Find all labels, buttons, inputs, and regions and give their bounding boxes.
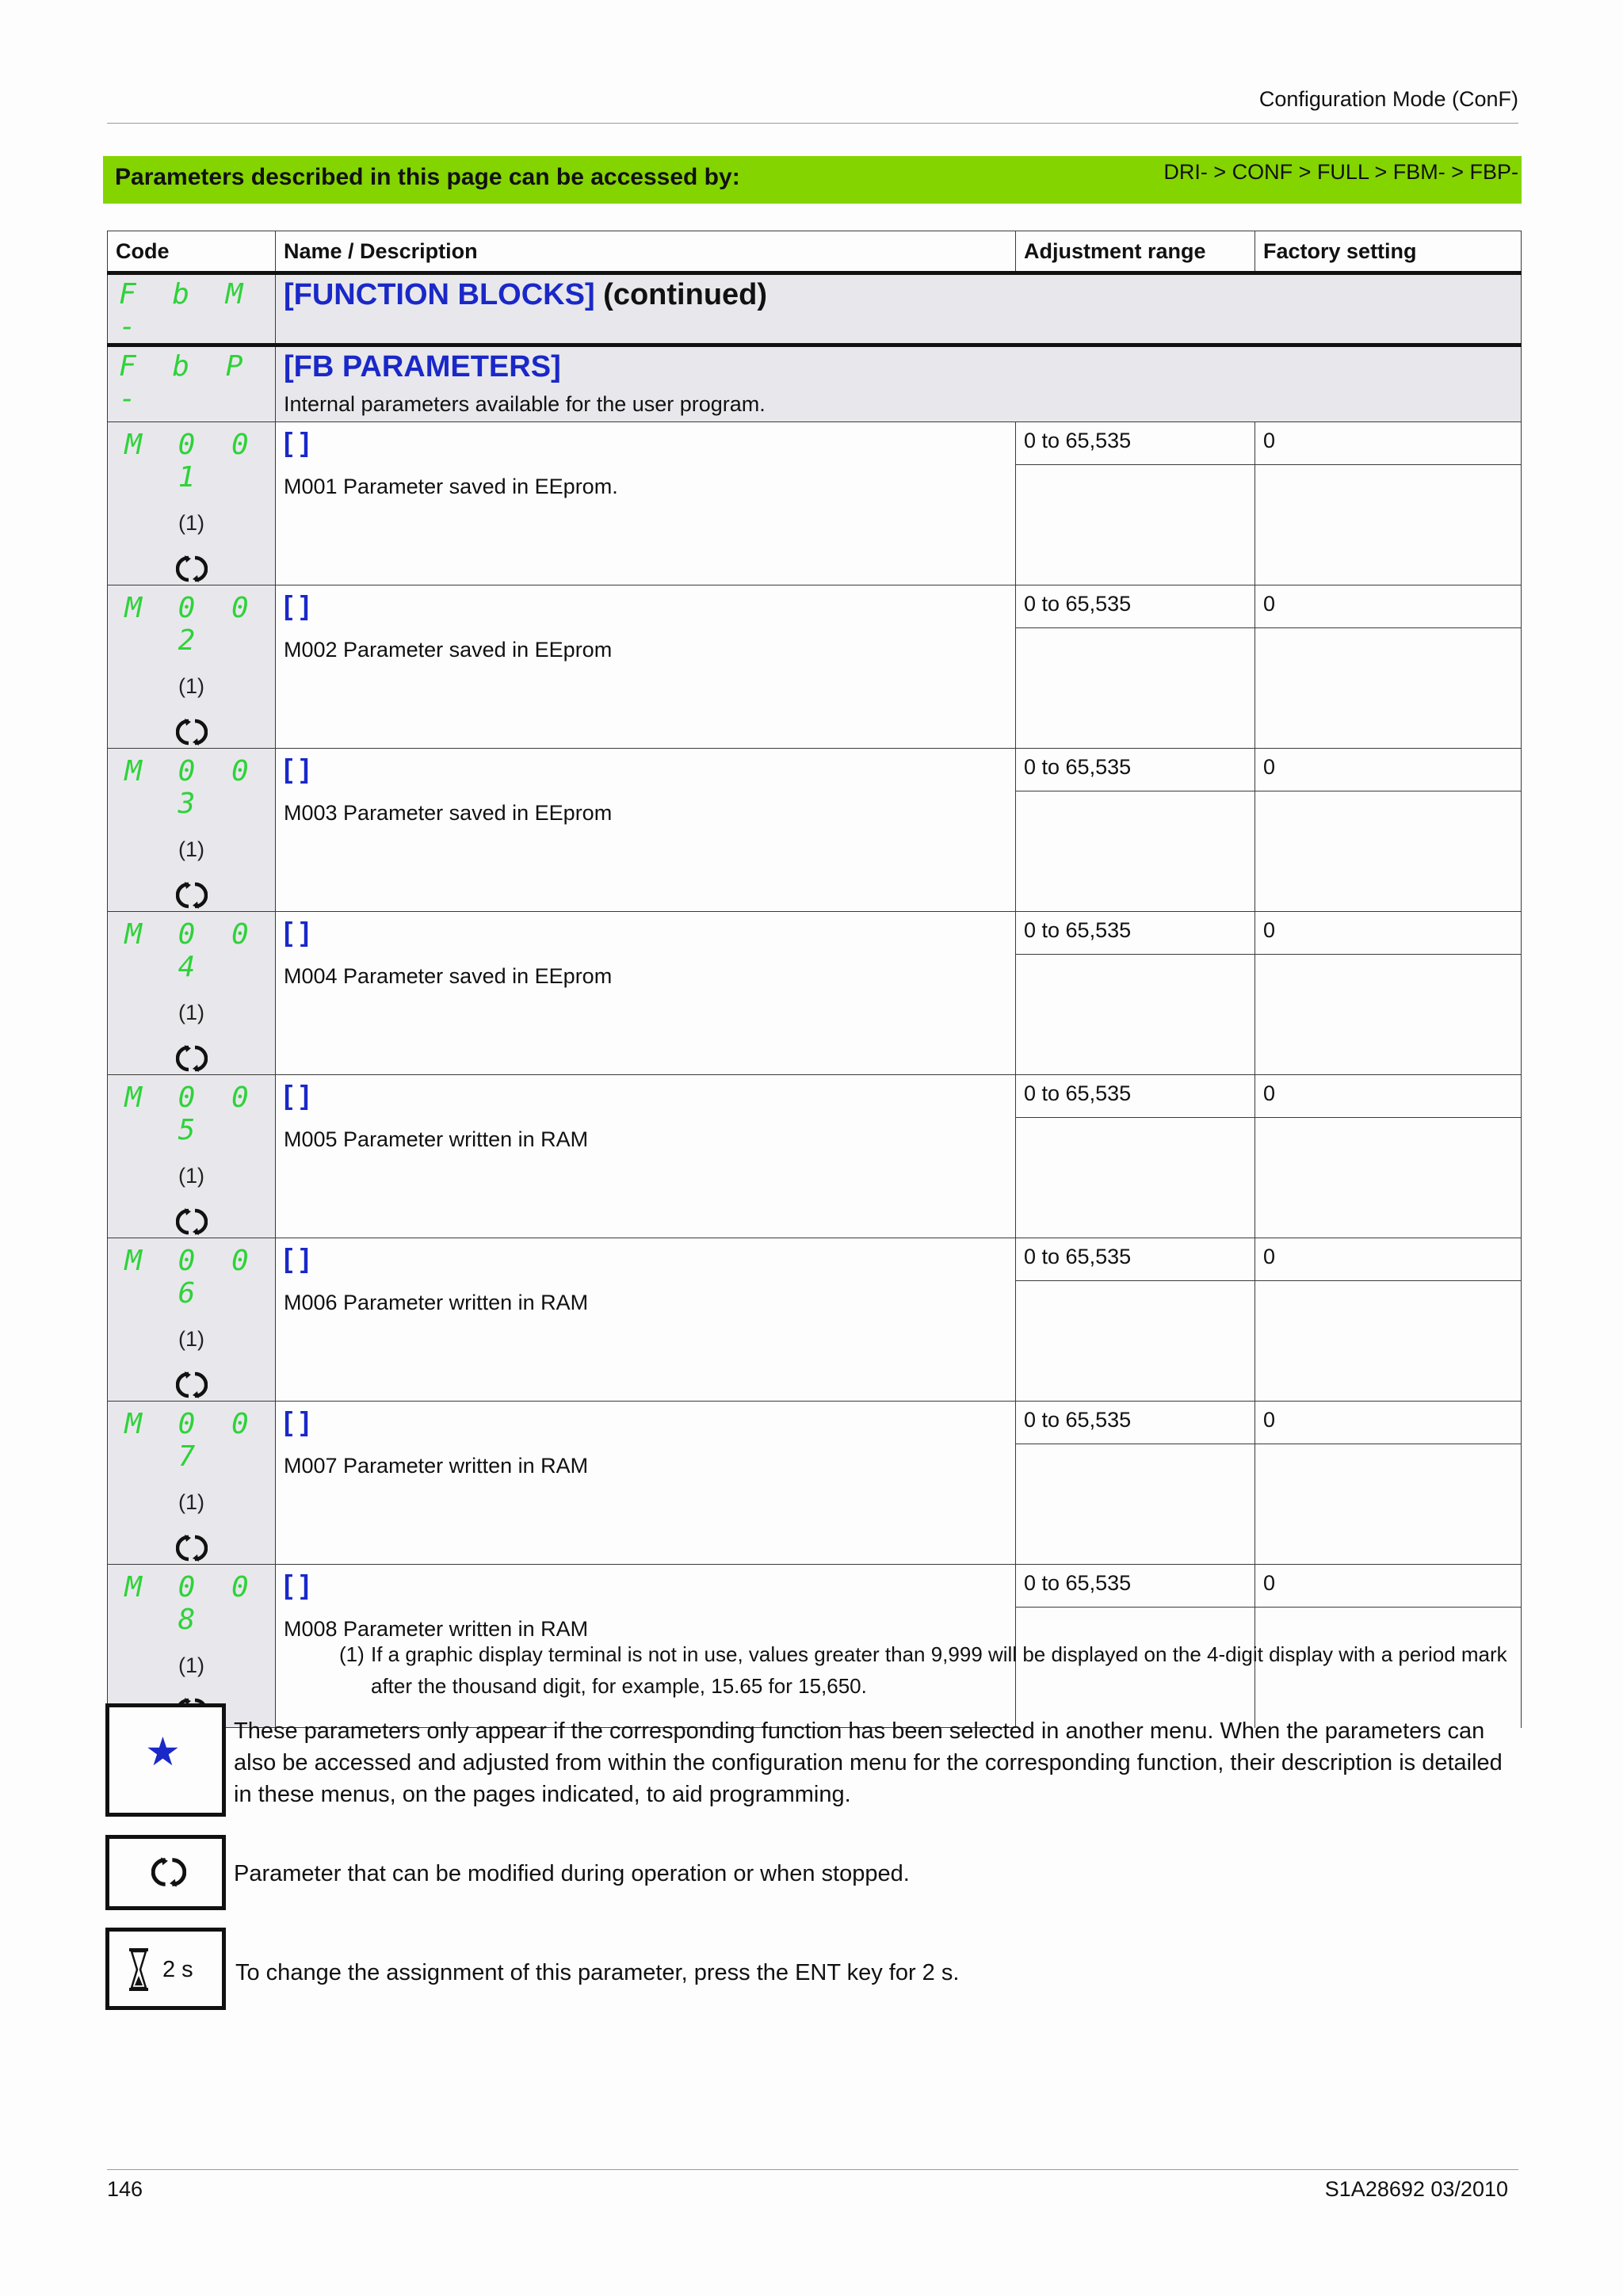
- param-code: M 0 0 3: [124, 755, 258, 820]
- param-description: M001 Parameter saved in EEprom.: [284, 475, 618, 498]
- param-note: (1): [178, 511, 204, 535]
- param-name-cell: [276, 1075, 1016, 1238]
- param-factory: 0: [1255, 1565, 1521, 1608]
- section-title-text: [FUNCTION BLOCKS]: [284, 278, 595, 311]
- header-factory: Factory setting: [1255, 231, 1522, 273]
- param-name-cell: [276, 585, 1016, 749]
- param-range-cell: [1016, 1238, 1255, 1402]
- table-row: [108, 1075, 1522, 1238]
- param-code: M 0 0 2: [124, 592, 258, 657]
- parameter-rows: [108, 422, 1522, 1728]
- param-name-cell: [276, 1402, 1016, 1565]
- param-range-cell: [1016, 912, 1255, 1075]
- param-code-cell: [108, 1075, 276, 1238]
- param-description: M005 Parameter written in RAM: [284, 1127, 589, 1151]
- param-range-cell: [1016, 749, 1255, 912]
- footnote: [339, 1638, 1520, 1702]
- param-range: 0 to 65,535: [1016, 1238, 1254, 1281]
- section-fb-parameters: [108, 345, 1522, 422]
- section-title-suffix: (continued): [594, 278, 768, 311]
- param-factory-cell: [1255, 1075, 1522, 1238]
- param-code: M 0 0 1: [124, 429, 258, 494]
- param-range: 0 to 65,535: [1016, 749, 1254, 791]
- section-title: [276, 275, 1521, 312]
- access-path: DRI- > CONF > FULL > FBM- > FBP-: [1163, 160, 1518, 184]
- param-note: (1): [178, 1001, 204, 1024]
- param-factory-cell: [1255, 1402, 1522, 1565]
- param-name: [ ]: [284, 917, 310, 948]
- header-title: Configuration Mode (ConF): [1258, 87, 1518, 111]
- param-factory: 0: [1255, 1402, 1521, 1444]
- param-factory: 0: [1255, 422, 1521, 465]
- section-code-cell: [108, 273, 276, 345]
- param-range-cell: [1016, 585, 1255, 749]
- param-code-cell: [108, 1402, 276, 1565]
- hourglass-icon: [127, 1947, 151, 1992]
- param-name: [ ]: [284, 754, 310, 784]
- param-name-cell: [276, 422, 1016, 585]
- section-function-blocks: [108, 273, 1522, 345]
- param-name-cell: [276, 749, 1016, 912]
- footnote-text: If a graphic display terminal is not in use, values greater than 9,999 will be displayed on the 4-digit display with a period mark after the thousand digit, for example, 15.65 for 15,650.: [371, 1642, 1507, 1698]
- star-legend-box: [105, 1703, 226, 1817]
- access-bar: [103, 156, 1522, 204]
- param-factory-cell: [1255, 585, 1522, 749]
- param-note: (1): [178, 1327, 204, 1351]
- param-range: 0 to 65,535: [1016, 1402, 1254, 1444]
- param-range: 0 to 65,535: [1016, 912, 1254, 955]
- param-factory: 0: [1255, 1075, 1521, 1118]
- param-factory-cell: [1255, 749, 1522, 912]
- cycle-icon: [176, 1369, 208, 1401]
- cycle-icon: [176, 553, 208, 585]
- table-row: [108, 585, 1522, 749]
- param-range-cell: [1016, 1402, 1255, 1565]
- footer-divider: [107, 2169, 1518, 2170]
- parameters-table: [107, 231, 1522, 1728]
- param-name: [ ]: [284, 1407, 310, 1437]
- cycle-legend-box: [105, 1835, 226, 1910]
- param-code: M 0 0 8: [124, 1571, 258, 1636]
- hourglass-legend-text: To change the assignment of this parameter, press the ENT key for 2 s.: [235, 1960, 960, 1985]
- cycle-icon: [176, 1532, 208, 1564]
- param-note: (1): [178, 1164, 204, 1188]
- page-number: 146: [107, 2177, 143, 2201]
- footnote-mark: (1): [339, 1642, 365, 1666]
- param-code: M 0 0 6: [124, 1245, 258, 1310]
- param-factory: 0: [1255, 749, 1521, 791]
- param-note: (1): [178, 837, 204, 861]
- table-row: [108, 749, 1522, 912]
- star-legend-text: These parameters only appear if the corresponding function has been selected in another menu. When the parameters can also be accessed and adjusted from within the configuration menu for the corresponding function, their description is detailed in these menus, on the pages indicated, to aid programming.: [234, 1718, 1503, 1807]
- section-code: F b M -: [119, 278, 253, 343]
- document-reference: S1A28692 03/2010: [1324, 2177, 1508, 2201]
- header-name: Name / Description: [276, 231, 1016, 273]
- param-factory-cell: [1255, 1238, 1522, 1402]
- param-factory-cell: [1255, 912, 1522, 1075]
- param-description: M002 Parameter saved in EEprom: [284, 638, 613, 662]
- param-range: 0 to 65,535: [1016, 585, 1254, 628]
- param-name: [ ]: [284, 428, 310, 458]
- param-range: 0 to 65,535: [1016, 422, 1254, 465]
- param-name: [ ]: [284, 1081, 310, 1111]
- cycle-icon: [176, 716, 208, 748]
- param-note: (1): [178, 674, 204, 698]
- param-factory: 0: [1255, 912, 1521, 955]
- table-row: [108, 1238, 1522, 1402]
- table-header-row: [108, 231, 1522, 273]
- param-note: (1): [178, 1653, 204, 1677]
- param-description: M008 Parameter written in RAM: [284, 1617, 589, 1641]
- hourglass-label: 2 s: [162, 1957, 193, 1982]
- param-name: [ ]: [284, 1244, 310, 1274]
- section-title-cell: [276, 273, 1522, 345]
- param-factory: 0: [1255, 585, 1521, 628]
- hourglass-legend-box: [105, 1928, 226, 2010]
- star-icon: ★: [145, 1730, 181, 1774]
- param-name-cell: [276, 1238, 1016, 1402]
- param-name: [ ]: [284, 1570, 310, 1600]
- param-code-cell: [108, 1238, 276, 1402]
- section-title-cell: [276, 345, 1522, 422]
- param-name-cell: [276, 912, 1016, 1075]
- param-factory: 0: [1255, 1238, 1521, 1281]
- section-code-cell: [108, 345, 276, 422]
- cycle-icon: [176, 879, 208, 911]
- cycle-icon: [176, 1043, 208, 1074]
- param-description: M004 Parameter saved in EEprom: [284, 964, 613, 988]
- param-range: 0 to 65,535: [1016, 1565, 1254, 1608]
- param-code-cell: [108, 585, 276, 749]
- param-code-cell: [108, 749, 276, 912]
- table-row: [108, 422, 1522, 585]
- param-description: M006 Parameter written in RAM: [284, 1291, 589, 1314]
- param-range-cell: [1016, 422, 1255, 585]
- header-divider: [107, 123, 1518, 124]
- param-code-cell: [108, 422, 276, 585]
- cycle-icon: [151, 1855, 186, 1890]
- param-code: M 0 0 4: [124, 918, 258, 983]
- param-code: M 0 0 7: [124, 1408, 258, 1473]
- cycle-legend-text: Parameter that can be modified during operation or when stopped.: [234, 1861, 910, 1886]
- param-description: M007 Parameter written in RAM: [284, 1454, 589, 1478]
- section-description: Internal parameters available for the user program.: [284, 392, 766, 416]
- access-label: Parameters described in this page can be accessed by:: [115, 164, 740, 190]
- param-name: [ ]: [284, 591, 310, 621]
- param-range: 0 to 65,535: [1016, 1075, 1254, 1118]
- param-note: (1): [178, 1490, 204, 1514]
- section-title: [FB PARAMETERS]: [284, 350, 561, 383]
- header-range: Adjustment range: [1016, 231, 1255, 273]
- section-code: F b P -: [119, 350, 253, 415]
- cycle-icon: [176, 1206, 208, 1238]
- table-row: [108, 1402, 1522, 1565]
- table-row: [108, 912, 1522, 1075]
- param-code: M 0 0 5: [124, 1081, 258, 1146]
- param-description: M003 Parameter saved in EEprom: [284, 801, 613, 825]
- param-factory-cell: [1255, 422, 1522, 585]
- param-range-cell: [1016, 1075, 1255, 1238]
- param-code-cell: [108, 912, 276, 1075]
- header-code: Code: [108, 231, 276, 273]
